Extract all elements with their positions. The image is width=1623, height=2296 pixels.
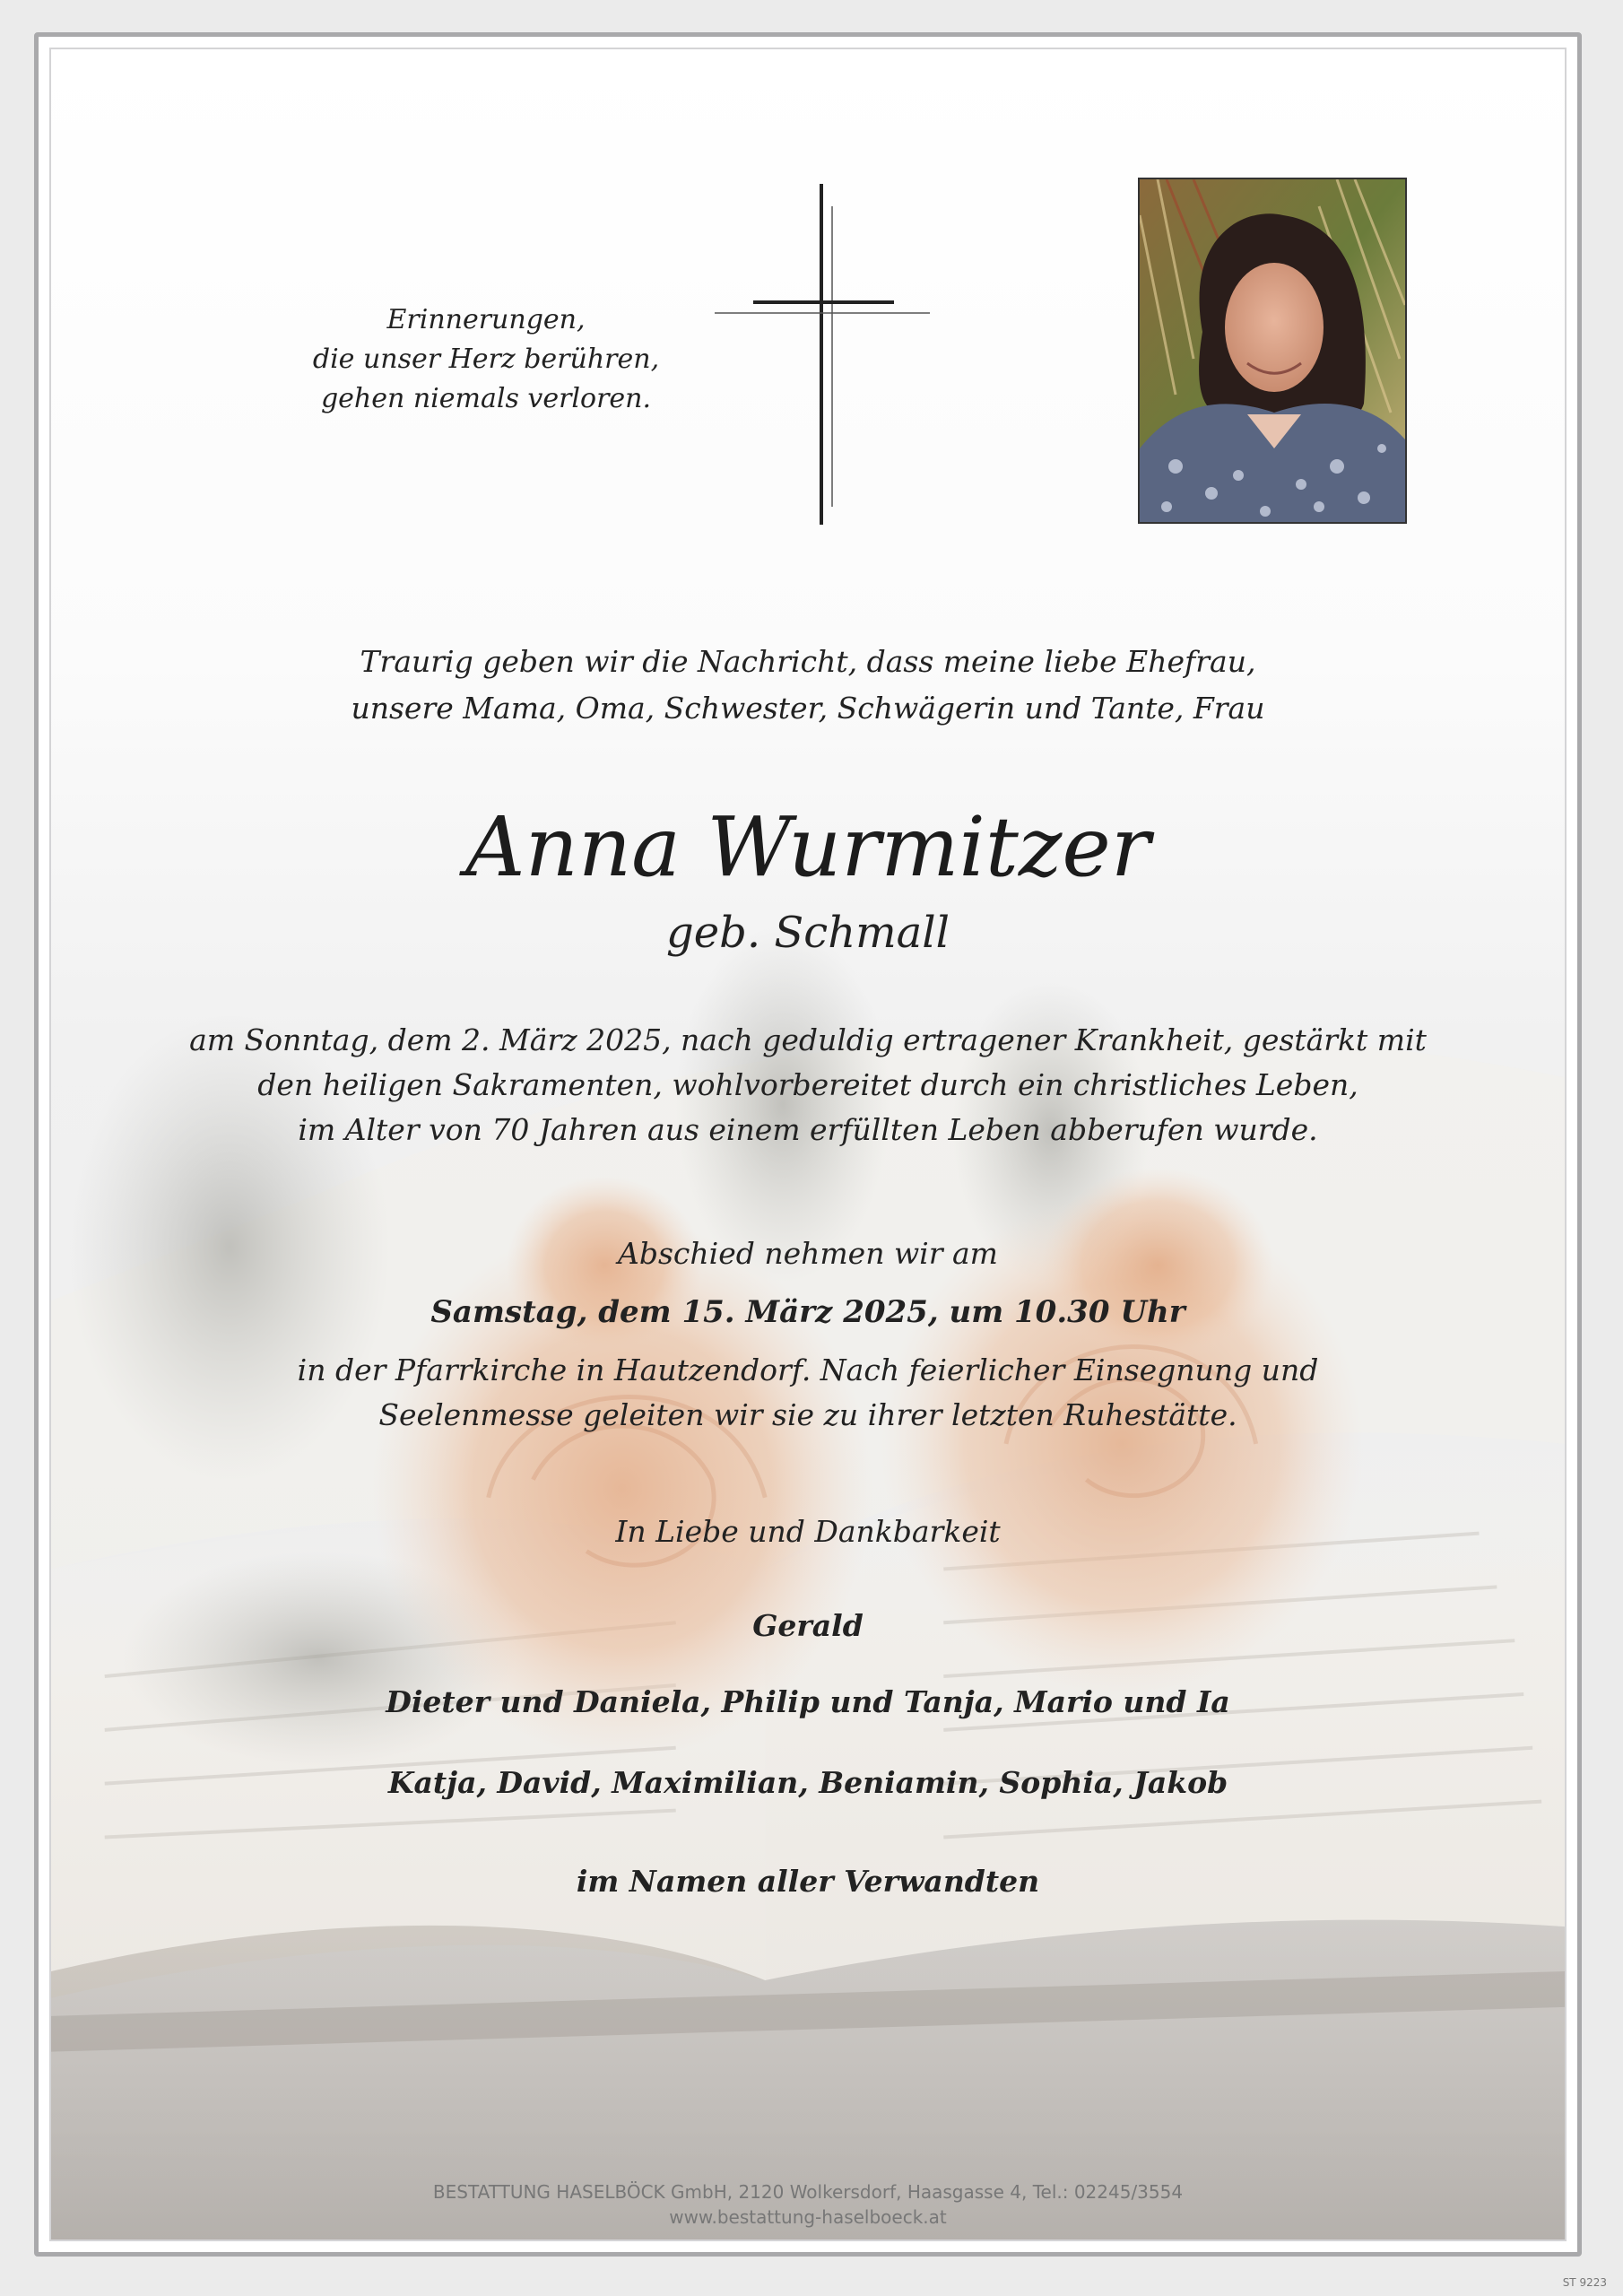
ceremony-text bbox=[51, 1348, 1565, 1438]
mourners-intro: In Liebe und Dankbarkeit bbox=[615, 1514, 1001, 1549]
ceremony-line: in der Pfarrkirche in Hautzendorf. Nach feierlicher Einsegnung und bbox=[297, 1352, 1319, 1387]
announcement-text bbox=[51, 1018, 1565, 1152]
quote-line: Erinnerungen, bbox=[386, 304, 586, 335]
farewell-text: Abschied nehmen wir am bbox=[618, 1236, 998, 1271]
intro-line: unsere Mama, Oma, Schwester, Schwägerin und Tante, Frau bbox=[351, 691, 1265, 726]
announcement-line: im Alter von 70 Jahren aus einem erfüllten Leben abberufen wurde. bbox=[298, 1112, 1318, 1147]
mourners-line: Dieter und Daniela, Philip und Tanja, Mario und Ia bbox=[386, 1684, 1230, 1719]
intro-line: Traurig geben wir die Nachricht, dass meine liebe Ehefrau, bbox=[360, 644, 1256, 679]
announcement-line: den heiligen Sakramenten, wohlvorbereitet durch ein christliches Leben, bbox=[257, 1067, 1358, 1102]
funeral-date: Samstag, dem 15. März 2025, um 10.30 Uhr bbox=[430, 1294, 1185, 1330]
deceased-name: Anna Wurmitzer bbox=[465, 799, 1150, 895]
template-code: ST 9223 bbox=[1562, 2276, 1607, 2289]
footer-website: www.bestattung-haselboeck.at bbox=[669, 2206, 947, 2228]
maiden-name: geb. Schmall bbox=[666, 908, 950, 958]
portrait-photo bbox=[1138, 178, 1407, 524]
ceremony-line: Seelenmesse geleiten wir sie zu ihrer letzten Ruhestätte. bbox=[378, 1397, 1237, 1432]
mourners-line: Gerald bbox=[752, 1608, 864, 1643]
mourners-line: im Namen aller Verwandten bbox=[576, 1864, 1040, 1899]
portrait-image bbox=[1140, 179, 1405, 522]
intro-text bbox=[51, 639, 1565, 732]
funeral-home-footer bbox=[51, 2179, 1565, 2230]
mourners-line: Katja, David, Maximilian, Beniamin, Sophia, Jakob bbox=[387, 1765, 1228, 1800]
memorial-quote bbox=[289, 300, 683, 419]
announcement-line: am Sonntag, dem 2. März 2025, nach geduldig ertragener Krankheit, gestärkt mit bbox=[189, 1022, 1427, 1057]
footer-address: BESTATTUNG HASELBÖCK GmbH, 2120 Wolkersdorf, Haasgasse 4, Tel.: 02245/3554 bbox=[432, 2181, 1184, 2203]
card-inner bbox=[49, 48, 1567, 2241]
quote-line: die unser Herz berühren, bbox=[312, 344, 660, 375]
card-frame bbox=[34, 32, 1582, 2257]
quote-line: gehen niemals verloren. bbox=[320, 383, 652, 414]
cross-icon bbox=[715, 184, 930, 578]
